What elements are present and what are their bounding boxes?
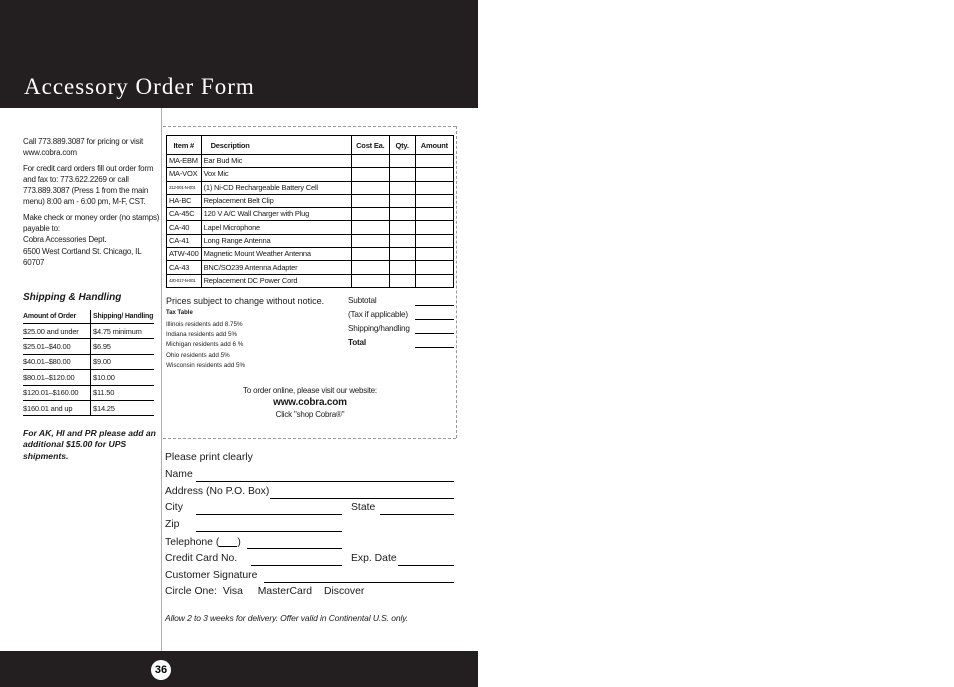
amount-cell[interactable] (415, 274, 453, 287)
card-choice-row (165, 586, 364, 600)
shipping-fee: $14.25 (91, 400, 155, 415)
tax-line: Illinois residents add 8.75% (166, 321, 243, 328)
cost-cell[interactable] (352, 194, 390, 207)
item-description: (1) Ni-CD Rechargeable Battery Cell (201, 181, 351, 194)
page-title: Accessory Order Form (24, 74, 255, 99)
zip-label: Zip (165, 519, 180, 530)
item-description: BNC/SO239 Antenna Adapter (201, 261, 351, 274)
cost-cell[interactable] (352, 155, 390, 168)
col-qty: Qty. (389, 136, 415, 155)
shop-cobra-note: Click "shop Cobra®" (275, 410, 345, 419)
qty-cell[interactable] (389, 274, 415, 287)
shipping-col-fee: Shipping/ Handling (91, 310, 155, 324)
subtotal-field[interactable] (415, 305, 454, 306)
shipping-fee: $11.50 (91, 385, 155, 400)
amount-cell[interactable] (415, 194, 453, 207)
qty-cell[interactable] (389, 194, 415, 207)
cost-cell[interactable] (352, 248, 390, 261)
shipping-row (23, 385, 154, 400)
shipping-row (348, 322, 454, 336)
table-row (167, 181, 454, 194)
credit-card-field[interactable] (251, 565, 342, 566)
state-label: State (351, 502, 376, 513)
signature-label: Customer Signature (165, 570, 258, 581)
cost-cell[interactable] (352, 234, 390, 247)
amount-cell[interactable] (415, 168, 453, 181)
circle-one-label: Circle One: (165, 586, 217, 597)
item-description: Ear Bud Mic (201, 155, 351, 168)
dashed-divider-middle (163, 438, 456, 439)
item-description: Vox Mic (201, 168, 351, 181)
cost-cell[interactable] (352, 261, 390, 274)
shipping-table (23, 310, 154, 416)
card-discover[interactable]: Discover (323, 586, 365, 597)
tax-row (348, 308, 454, 322)
table-row (167, 168, 454, 181)
cost-cell[interactable] (352, 168, 390, 181)
item-description: Long Range Antenna (201, 234, 351, 247)
name-label: Name (165, 469, 193, 480)
shipping-row (23, 339, 154, 354)
item-description: 120 V A/C Wall Charger with Plug (201, 208, 351, 221)
cost-cell[interactable] (352, 208, 390, 221)
website-link[interactable]: www.cobra.com (273, 397, 347, 408)
qty-cell[interactable] (389, 155, 415, 168)
footer-band (0, 651, 478, 687)
shipping-amount: $80.01–$120.00 (23, 370, 91, 385)
subtotal-label: Subtotal (348, 296, 377, 305)
shipping-field[interactable] (415, 333, 454, 334)
amount-cell[interactable] (415, 208, 453, 221)
signature-field[interactable] (264, 582, 454, 583)
shipping-row (23, 370, 154, 385)
item-number: HA-BC (167, 194, 202, 207)
form-heading: Please print clearly (165, 452, 253, 463)
tax-line: Wisconsin residents add 5% (166, 361, 246, 369)
delivery-footnote: Allow 2 to 3 weeks for delivery. Offer valid in Continental U.S. only. (165, 613, 409, 623)
qty-cell[interactable] (389, 234, 415, 247)
column-divider (161, 108, 162, 651)
tax-table (166, 320, 245, 371)
online-line: To order online, please visit our website: (243, 386, 377, 395)
table-row (167, 194, 454, 207)
address-field[interactable] (270, 498, 454, 499)
item-description: Lapel Microphone (201, 221, 351, 234)
shipping-row (23, 400, 154, 415)
qty-cell[interactable] (389, 248, 415, 261)
qty-cell[interactable] (389, 208, 415, 221)
state-field[interactable] (380, 514, 454, 515)
shipping-amount: $40.01–$80.00 (23, 354, 91, 369)
card-mastercard[interactable]: MasterCard (257, 586, 313, 597)
amount-cell[interactable] (415, 221, 453, 234)
tax-line: Indiana residents add 5% (166, 331, 238, 339)
contact-address: 6500 West Cortland St. Chicago, IL 60707 (23, 246, 142, 267)
tax-line: Ohio residents add 5% (166, 351, 230, 359)
subtotal-row (348, 294, 454, 308)
amount-cell[interactable] (415, 248, 453, 261)
address-label: Address (No P.O. Box) (165, 486, 270, 497)
table-row (167, 248, 454, 261)
shipping-fee: $6.95 (91, 339, 155, 354)
shipping-fee: $10.00 (91, 370, 155, 385)
qty-cell[interactable] (389, 221, 415, 234)
telephone-label (165, 536, 241, 550)
amount-cell[interactable] (415, 261, 453, 274)
tax-label: (Tax if applicable) (348, 310, 408, 319)
tax-table-title: Tax Table (166, 310, 193, 316)
dashed-divider-top (163, 126, 456, 127)
amount-cell[interactable] (415, 234, 453, 247)
item-number: CA-41 (167, 234, 202, 247)
shipping-amount: $160.01 and up (23, 400, 91, 415)
col-item: Item # (167, 136, 202, 155)
qty-cell[interactable] (389, 261, 415, 274)
page-number-badge: 36 (151, 660, 171, 680)
table-row (167, 234, 454, 247)
item-description: Magnetic Mount Weather Antenna (201, 248, 351, 261)
telephone-field[interactable] (247, 548, 342, 549)
shipping-fee: $4.75 minimum (91, 324, 155, 339)
cost-cell[interactable] (352, 181, 390, 194)
zip-field[interactable] (196, 531, 342, 532)
col-description: Description (201, 136, 351, 155)
item-number: CA-40 (167, 221, 202, 234)
contact-dept: Cobra Accessories Dept. (23, 235, 107, 245)
contact-fax: For credit card orders fill out order form and fax to: 773.622.2269 or call 773.889.3087 (Press 1 from the main menu) 8:00 am - 6:00 pm, M-F, CST. (23, 163, 154, 207)
col-cost: Cost Ea. (352, 136, 390, 155)
city-field[interactable] (196, 514, 342, 515)
totals-block (348, 294, 454, 350)
qty-cell[interactable] (389, 181, 415, 194)
contact-payable: Make check or money order (no stamps) payable to: (23, 212, 160, 234)
table-row (167, 261, 454, 274)
shipping-title: Shipping & Handling (23, 292, 122, 303)
area-code-field[interactable] (219, 536, 237, 547)
shipping-amount: $25.01–$40.00 (23, 339, 91, 354)
tax-field[interactable] (415, 319, 454, 320)
shipping-amount: $25.00 and under (23, 324, 91, 339)
city-label: City (165, 502, 183, 513)
amount-cell[interactable] (415, 181, 453, 194)
total-field[interactable] (415, 347, 454, 348)
item-number: MA-VOX (167, 168, 202, 181)
dashed-divider-right (456, 126, 457, 438)
item-number: ATW-400 (167, 248, 202, 261)
item-number: MA-EBM (167, 155, 202, 168)
table-row (167, 208, 454, 221)
telephone-close: ) (237, 537, 241, 548)
cost-cell[interactable] (352, 274, 390, 287)
credit-card-label: Credit Card No. (165, 553, 238, 564)
shipping-label: Shipping/handling (348, 324, 410, 333)
shipping-amount: $120.01–$160.00 (23, 385, 91, 400)
item-description: Replacement Belt Clip (201, 194, 351, 207)
shipping-col-amount: Amount of Order (23, 310, 91, 324)
amount-cell[interactable] (415, 155, 453, 168)
header-band (0, 0, 478, 108)
col-amount: Amount (415, 136, 453, 155)
online-order-info (166, 385, 454, 421)
prices-note: Prices subject to change without notice. (166, 296, 325, 306)
exp-date-field[interactable] (398, 565, 454, 566)
item-number: CA-45C (167, 208, 202, 221)
item-number: CA-43 (167, 261, 202, 274)
shipping-note: For AK, HI and PR please add an additional $15.00 for UPS shipments. (23, 428, 156, 461)
item-number: 420-017-N-001 (167, 274, 202, 287)
table-row (167, 274, 454, 287)
telephone-open: Telephone ( (165, 537, 220, 548)
shipping-fee: $9.00 (91, 354, 155, 369)
total-label: Total (348, 338, 366, 347)
cost-cell[interactable] (352, 221, 390, 234)
shipping-row (23, 354, 154, 369)
contact-pricing: Call 773.889.3087 for pricing or visit www.cobra.com (23, 137, 144, 158)
card-visa[interactable]: Visa (222, 586, 243, 597)
exp-date-label: Exp. Date (351, 553, 397, 564)
name-field[interactable] (196, 481, 454, 482)
shipping-row (23, 324, 154, 339)
item-description: Replacement DC Power Cord (201, 274, 351, 287)
table-row (167, 221, 454, 234)
contact-info (23, 136, 161, 268)
total-row (348, 336, 454, 350)
order-items-table (166, 135, 454, 288)
qty-cell[interactable] (389, 168, 415, 181)
tax-line: Michigan residents add 6 % (166, 341, 244, 349)
table-row (167, 155, 454, 168)
item-number: 212-001-N-001 (167, 181, 202, 194)
